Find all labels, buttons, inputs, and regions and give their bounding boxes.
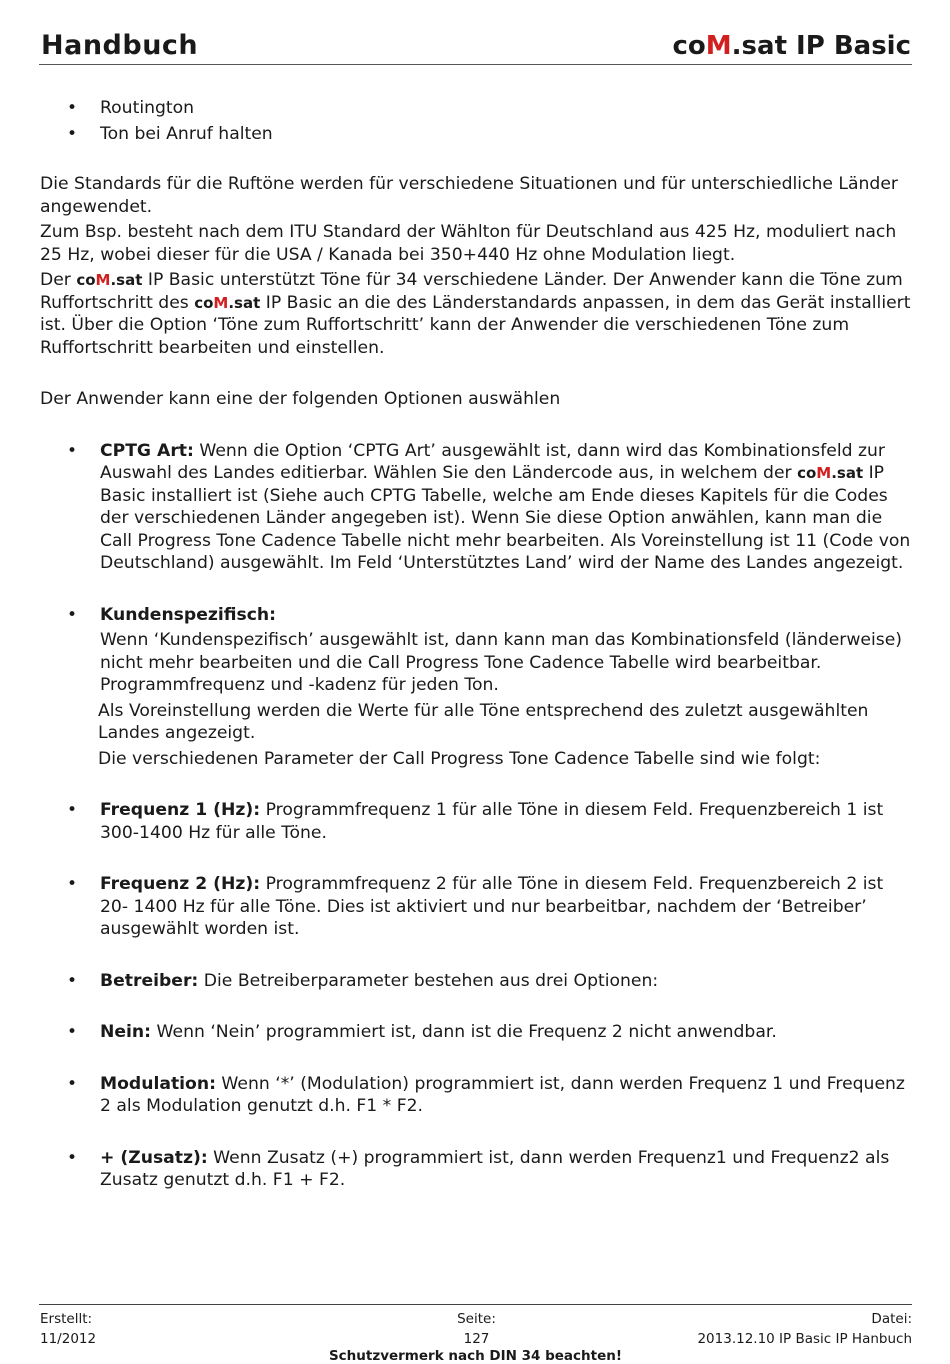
list-item: • Routington — [67, 98, 195, 118]
parameter-list — [40, 799, 912, 1192]
bullet-icon: • — [67, 874, 78, 894]
list-item-nein: • Nein: Wenn ‘Nein’ programmiert ist, dann ist die Frequenz 2 nicht anwendbar. — [67, 1022, 777, 1042]
paragraph: Die verschiedenen Parameter der Call Progress Tone Cadence Tabelle sind wie folgt: — [98, 748, 821, 769]
bullet-icon: • — [67, 970, 78, 991]
product-name — [673, 31, 911, 61]
term: Betreiber: — [100, 970, 199, 991]
document-title: Handbuch — [41, 30, 199, 61]
product-suffix: IP Basic — [787, 31, 911, 61]
page-content — [40, 96, 912, 1192]
term: Nein: — [100, 1022, 152, 1042]
page-footer — [39, 1304, 912, 1363]
comsat-logo: coM.sat — [672, 31, 787, 61]
footer-value: 11/2012 — [40, 1331, 97, 1347]
term: Kundenspezifisch: — [100, 604, 277, 625]
comsat-logo: coM.sat — [194, 293, 261, 312]
bullet-icon: • — [67, 440, 78, 461]
list-item-modulation: • Modulation: Wenn ‘*’ (Modulation) programmiert ist, dann werden Frequenz 1 und Frequenz 2 als Modulation genutzt d.h. F1 * F2. — [67, 1073, 905, 1116]
page-header — [39, 28, 912, 65]
list-item-frequenz-1: • Frequenz 1 (Hz): Programmfrequenz 1 für alle Töne in diesem Feld. Frequenzbereich 1 ist 300-1400 Hz für alle Töne. — [67, 800, 884, 843]
bullet-icon: • — [67, 1147, 78, 1168]
bullet-icon: • — [67, 604, 78, 625]
footer-file — [697, 1309, 912, 1349]
bullet-icon: • — [67, 1073, 78, 1094]
paragraph: Der Anwender kann eine der folgenden Optionen auswählen — [40, 389, 561, 409]
footer-label: Erstellt: — [40, 1311, 93, 1327]
list-item: • Ton bei Anruf halten — [67, 123, 273, 144]
term: + (Zusatz): — [100, 1147, 208, 1168]
comsat-logo: coM.sat — [797, 464, 864, 482]
bullet-icon: • — [67, 123, 78, 144]
page-number: 127 — [463, 1331, 490, 1347]
tone-list — [40, 97, 912, 145]
paragraph: Als Voreinstellung werden die Werte für alle Töne entsprechend des zuletzt ausgewählten Landes angezeigt. — [98, 700, 869, 743]
comsat-logo: coM.sat — [76, 271, 143, 289]
footer-label: Seite: — [457, 1311, 496, 1327]
footer-label: Datei: — [871, 1311, 912, 1327]
footer-created — [40, 1309, 96, 1349]
term: Frequenz 1 (Hz): — [100, 800, 261, 820]
footer-page — [439, 1309, 514, 1349]
list-item-betreiber: • Betreiber: Die Betreiberparameter bestehen aus drei Optionen: — [67, 970, 659, 991]
term: Frequenz 2 (Hz): — [100, 874, 261, 894]
protection-notice: Schutzvermerk nach DIN 34 beachten! — [328, 1348, 623, 1364]
footer-value: 2013.12.10 IP Basic IP Hanbuch — [697, 1331, 912, 1347]
list-item-cptg: • CPTG Art: Wenn die Option ‘CPTG Art’ ausgewählt ist, dann wird das Kombinationsfeld zur Auswahl des Landes editierbar. Wählen Sie den Ländercode aus, in welchem der coM.sat IP Basic installiert ist (Siehe auch CPTG Tabelle, welche am Ende dieses Kapitels für die Codes der verschiedenen Länder angegeben ist). Wenn Sie diese Option anwählen, kann man die Call Progress Tone Cadence Tabelle nicht mehr bearbeiten. Als Voreinstellung ist 11 (Code von Deutschland) ausgewählt. Im Feld ‘Unterstütztes Land’ wird der Name des Landes angezeigt. — [67, 440, 911, 573]
paragraph: Die Standards für die Ruftöne werden für verschiedene Situationen und für unterschiedliche Länder angewendet. — [40, 174, 898, 217]
options-list — [40, 440, 912, 575]
paragraph: Zum Bsp. besteht nach dem ITU Standard der Wählton für Deutschland aus 425 Hz, moduliert nach 25 Hz, wobei dieser für die USA / Kanada bei 350+440 Hz ohne Modulation liegt. — [40, 222, 897, 265]
list-item-frequenz-2: • Frequenz 2 (Hz): Programmfrequenz 2 für alle Töne in diesem Feld. Frequenzbereich 2 ist 20- 1400 Hz für alle Töne. Dies ist aktiviert und nur bearbeitbar, nachdem der ‘Betreiber’ ausgewählt worden ist. — [67, 874, 884, 939]
paragraph: Der coM.sat IP Basic unterstützt Töne für 34 verschiedene Länder. Der Anwender kann die Töne zum Ruffortschritt des coM.sat IP Basic an die des Länderstandards anpassen, in dem das Gerät installiert ist. Über die Option ‘Töne zum Ruffortschritt’ kann der Anwender die verschiedenen Töne zum Ruffortschritt bearbeiten und einstellen. — [40, 270, 911, 358]
bullet-icon: • — [67, 98, 78, 118]
options-list — [40, 604, 912, 771]
bullet-icon: • — [67, 800, 78, 820]
term: Modulation: — [100, 1073, 216, 1094]
list-item-kunden — [40, 604, 912, 771]
term: CPTG Art: — [100, 440, 194, 461]
paragraph: Wenn ‘Kundenspezifisch’ ausgewählt ist, dann kann man das Kombinationsfeld (länderweise) nicht mehr bearbeiten und die Call Progress Tone Cadence Tabelle wird bearbeitbar. Programmfrequenz und -kadenz für jeden Ton. — [100, 630, 903, 695]
bullet-icon: • — [67, 1022, 78, 1042]
list-item-zusatz: • + (Zusatz): Wenn Zusatz (+) programmiert ist, dann werden Frequenz1 und Frequenz2 als Zusatz genutzt d.h. F1 + F2. — [67, 1147, 890, 1190]
